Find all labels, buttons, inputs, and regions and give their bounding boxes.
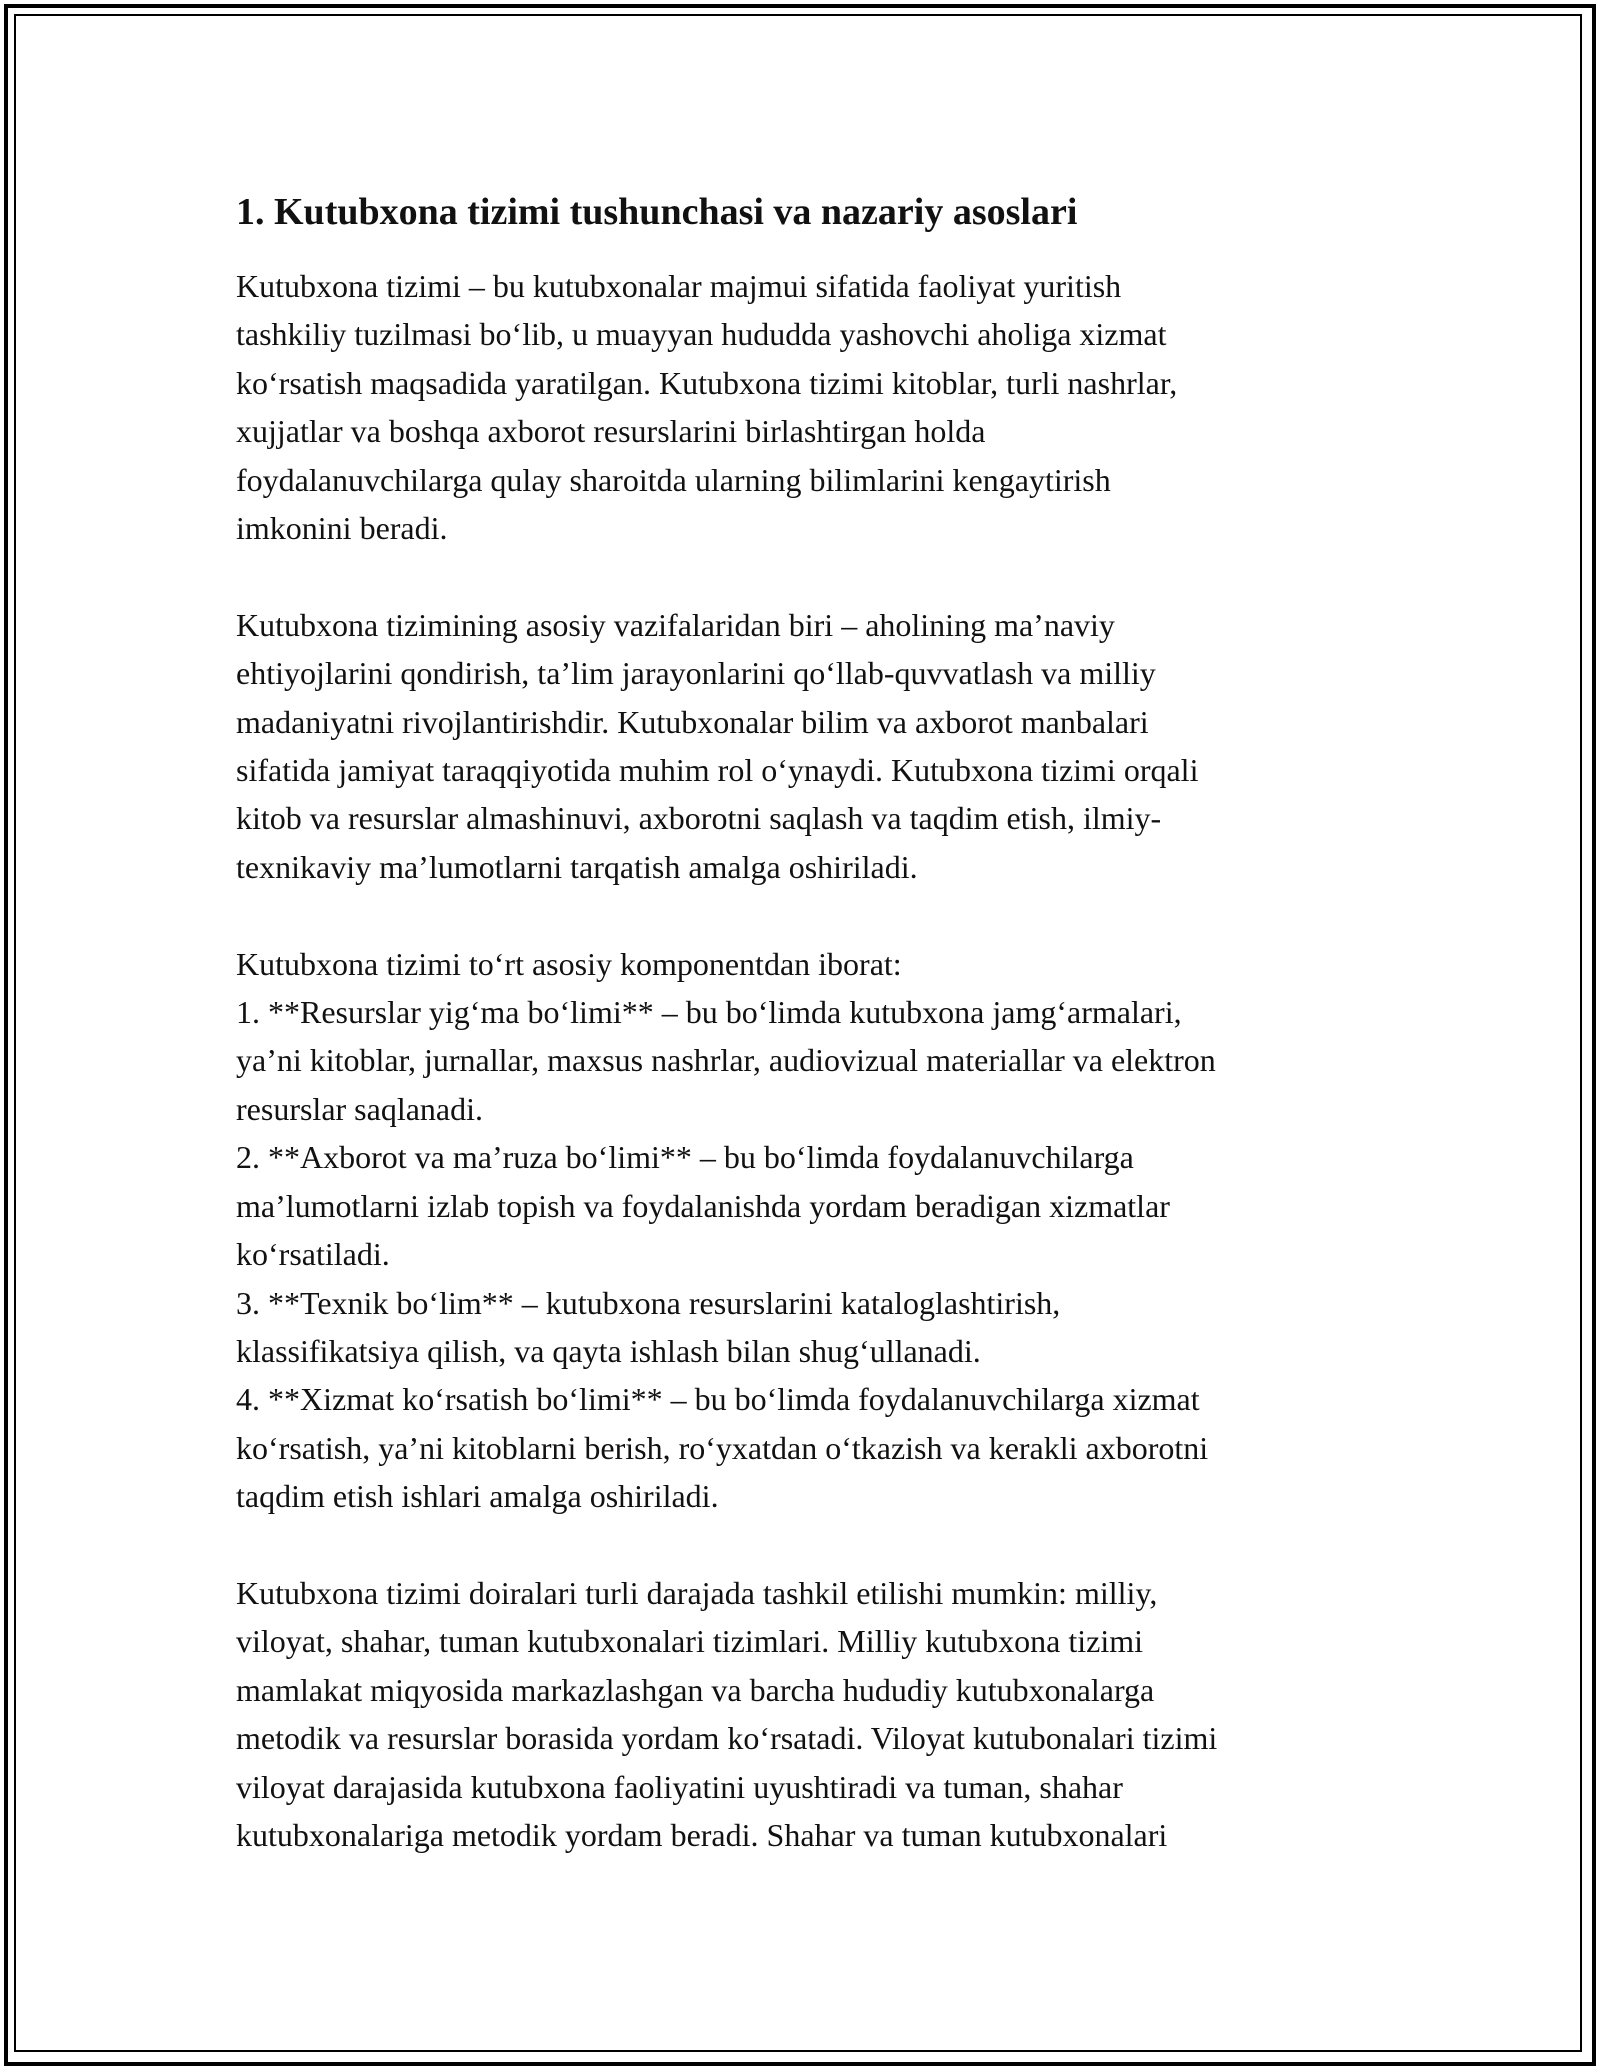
list-item-line: 3. **Texnik bo‘lim** – kutubxona resurslarini kataloglashtirish,	[236, 1284, 1061, 1321]
document-title: 1. Kutubxona tizimi tushunchasi va nazariy asoslari	[236, 191, 1078, 233]
text-line: ehtiyojlarini qondirish, ta’lim jarayonlarini qo‘llab-quvvatlash va milliy	[236, 655, 1156, 692]
text-line: metodik va resurslar borasida yordam ko‘rsatadi. Viloyat kutubonalari tizimi	[236, 1720, 1218, 1757]
paragraph-components-list	[236, 940, 1416, 1521]
list-item-line: ya’ni kitoblar, jurnallar, maxsus nashrlar, audiovizual materiallar va elektron	[236, 1042, 1216, 1079]
text-line: sifatida jamiyat taraqqiyotida muhim rol o‘ynaydi. Kutubxona tizimi orqali	[236, 752, 1199, 789]
text-line: xujjatlar va boshqa axborot resurslarini birlashtirgan holda	[236, 413, 986, 450]
text-line: imkonini beradi.	[236, 510, 448, 547]
paragraph-definition	[236, 262, 1416, 552]
text-line: madaniyatni rivojlantirishdir. Kutubxonalar bilim va axborot manbalari	[236, 703, 1149, 740]
text-line: texnikaviy ma’lumotlarni tarqatish amalga oshiriladi.	[236, 848, 918, 885]
text-line: Kutubxona tizimining asosiy vazifalaridan biri – aholining ma’naviy	[236, 606, 1115, 643]
paragraph-levels	[236, 1569, 1416, 1859]
text-line: viloyat darajasida kutubxona faoliyatini uyushtiradi va tuman, shahar	[236, 1768, 1123, 1805]
text-line: kitob va resurslar almashinuvi, axborotni saqlash va taqdim etish, ilmiy-	[236, 800, 1162, 837]
text-line: kutubxonalariga metodik yordam beradi. Shahar va tuman kutubxonalari	[236, 1816, 1168, 1853]
paragraph-functions	[236, 601, 1416, 891]
text-line: ko‘rsatish maqsadida yaratilgan. Kutubxona tizimi kitoblar, turli nashrlar,	[236, 364, 1178, 401]
text-line: Kutubxona tizimi doiralari turli darajada tashkil etilishi mumkin: milliy,	[236, 1574, 1158, 1611]
list-item-line: 2. **Axborot va ma’ruza bo‘limi** – bu bo‘limda foydalanuvchilarga	[236, 1139, 1134, 1176]
text-line: Kutubxona tizimi – bu kutubxonalar majmui sifatida faoliyat yuritish	[236, 268, 1122, 304]
list-intro-line: Kutubxona tizimi to‘rt asosiy komponentdan iborat:	[236, 945, 902, 982]
list-item-line: ko‘rsatish, ya’ni kitoblarni berish, ro‘yxatdan o‘tkazish va kerakli axborotni	[236, 1429, 1209, 1466]
list-item-line: ma’lumotlarni izlab topish va foydalanishda yordam beradigan xizmatlar	[236, 1187, 1170, 1224]
list-item-line: klassifikatsiya qilish, va qayta ishlash bilan shug‘ullanadi.	[236, 1332, 981, 1369]
list-item-line: ko‘rsatiladi.	[236, 1236, 390, 1273]
document-body	[236, 186, 1416, 1859]
list-item-line: taqdim etish ishlari amalga oshiriladi.	[236, 1478, 719, 1515]
list-item-line: 1. **Resurslar yig‘ma bo‘limi** – bu bo‘limda kutubxona jamg‘armalari,	[236, 994, 1182, 1031]
text-line: tashkiliy tuzilmasi bo‘lib, u muayyan hududda yashovchi aholiga xizmat	[236, 316, 1167, 353]
text-line: viloyat, shahar, tuman kutubxonalari tizimlari. Milliy kutubxona tizimi	[236, 1623, 1143, 1660]
list-item-line: resurslar saqlanadi.	[236, 1090, 484, 1127]
text-line: foydalanuvchilarga qulay sharoitda ularning bilimlarini kengaytirish	[236, 461, 1111, 498]
text-line: mamlakat miqyosida markazlashgan va barcha hududiy kutubxonalarga	[236, 1671, 1155, 1708]
list-item-line: 4. **Xizmat ko‘rsatish bo‘limi** – bu bo‘limda foydalanuvchilarga xizmat	[236, 1381, 1200, 1418]
